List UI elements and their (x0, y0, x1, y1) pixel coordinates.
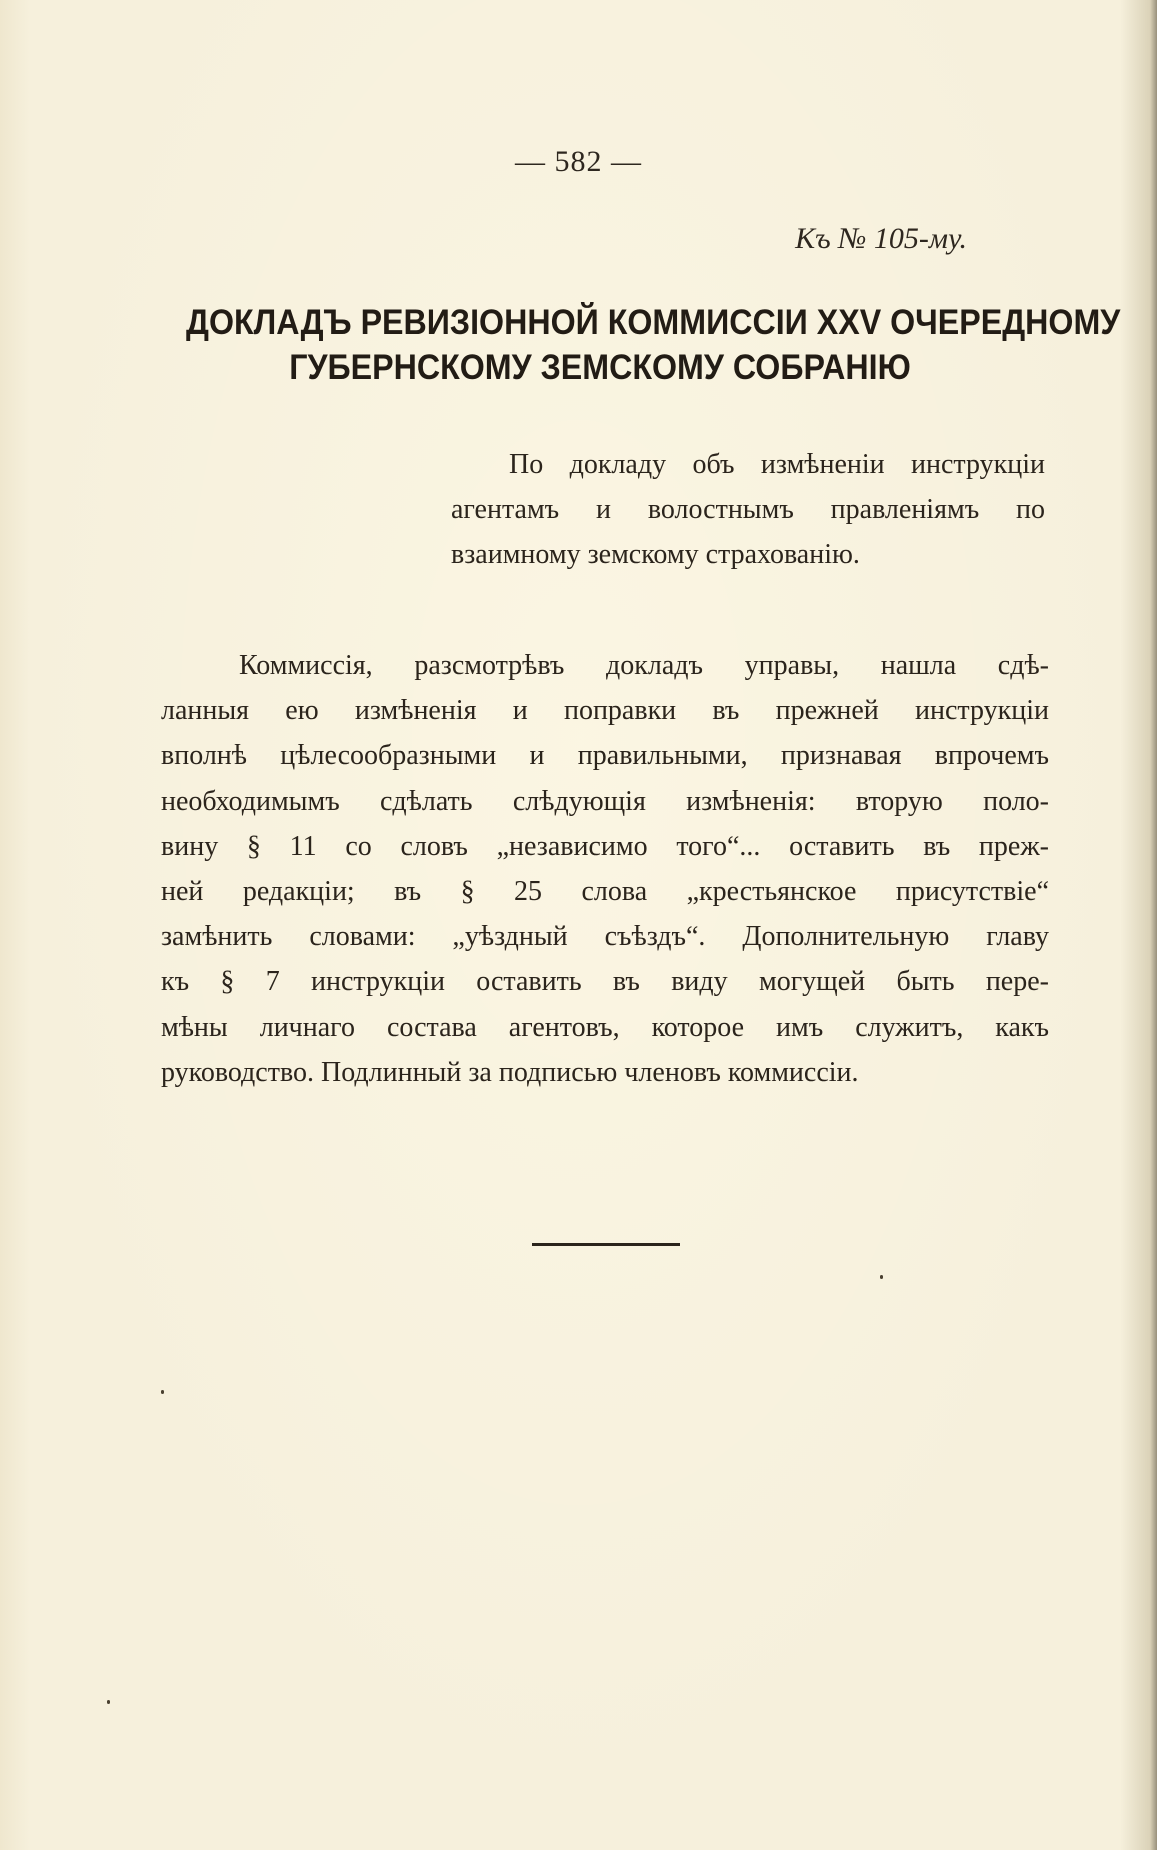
body-paragraph (161, 643, 1049, 1095)
ink-speck (880, 1275, 883, 1279)
title-line-1: ДОКЛАДЪ РЕВИЗІОННОЙ КОММИССІИ XXV ОЧЕРЕДНОМУ (186, 303, 1121, 342)
ink-speck (161, 1390, 164, 1394)
body-line: необходимымъ сдѣлать слѣдующія измѣненія: вторую поло- (161, 785, 1049, 817)
body-line: къ § 7 инструкціи оставить въ виду могущей быть пере- (161, 966, 1049, 998)
subject-line: взаимному земскому страхованію. (451, 539, 860, 570)
subject-note (451, 442, 1045, 577)
body-line: вполнѣ цѣлесообразными и правильными, признавая впрочемъ (161, 740, 1049, 772)
subject-line: По докладу объ измѣненіи инструкціи (509, 449, 1045, 480)
subject-line: агентамъ и волостнымъ правленіямъ по (451, 494, 1045, 525)
body-line: замѣнить словами: „уѣздный съѣздъ“. Дополнительную главу (161, 921, 1049, 953)
page-number: — 582 — (515, 145, 642, 178)
body-line: руководство. Подлинный за подписью членовъ коммиссіи. (161, 1056, 859, 1088)
body-line: ней редакціи; въ § 25 слова „крестьянское присутствіе“ (161, 876, 1049, 908)
document-title (186, 300, 1121, 390)
ink-speck (107, 1700, 110, 1704)
closing-rule (532, 1243, 680, 1246)
reference-number: Къ № 105-му. (795, 222, 967, 255)
body-line: мѣны личнаго состава агентовъ, которое имъ служитъ, какъ (161, 1011, 1049, 1043)
body-line: ланныя ею измѣненія и поправки въ прежней инструкціи (161, 695, 1049, 727)
body-line: Коммиссія, разсмотрѣвъ докладъ управы, нашла сдѣ- (239, 650, 1049, 681)
title-line-2: ГУБЕРНСКОМУ ЗЕМСКОМУ СОБРАНІЮ (289, 348, 911, 387)
body-line: вину § 11 со словъ „независимо того“... оставить въ преж- (161, 830, 1049, 862)
